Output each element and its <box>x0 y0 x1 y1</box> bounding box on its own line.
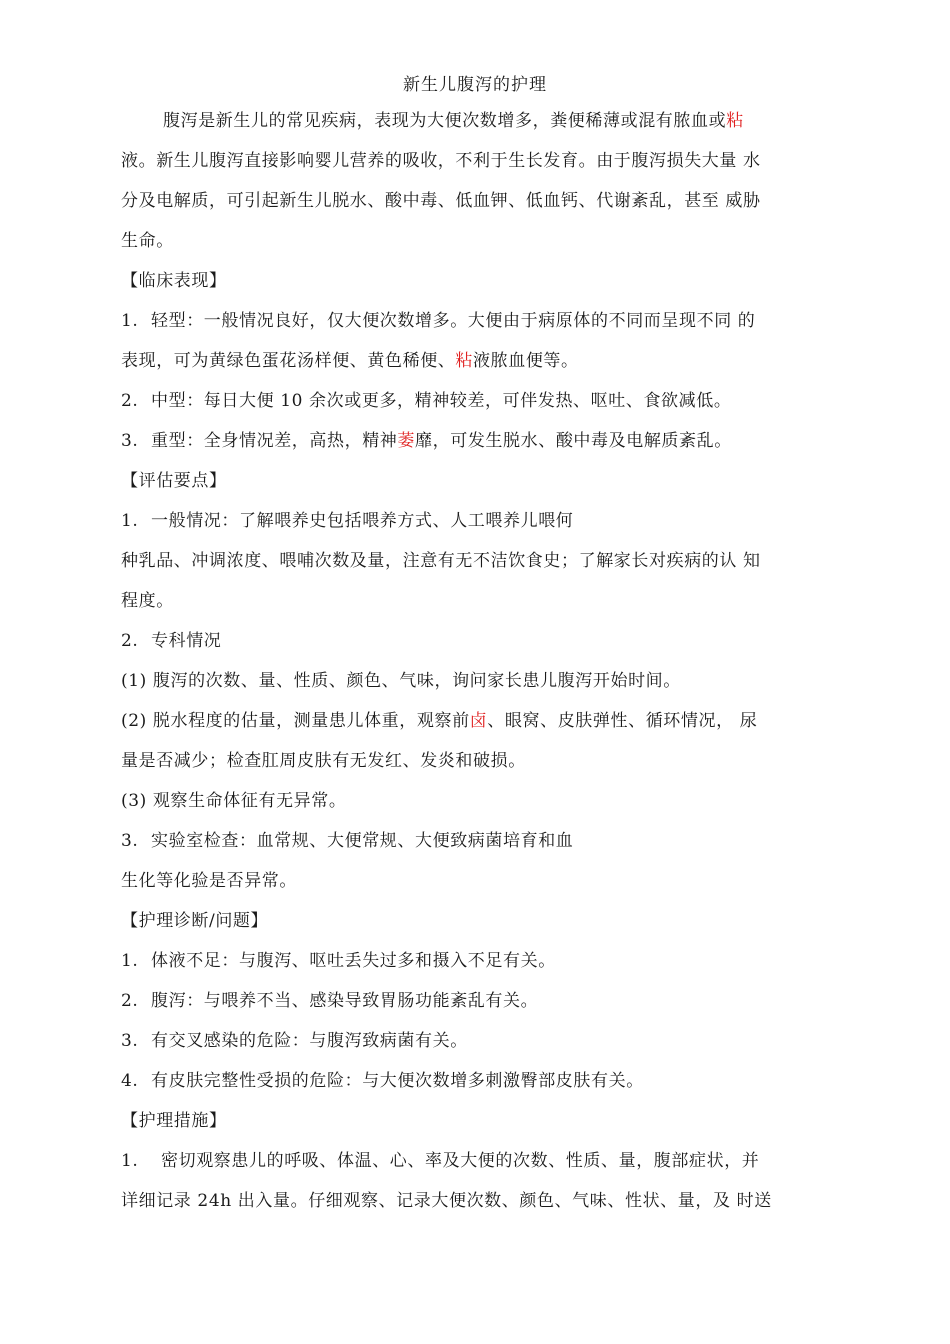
item-text: 腹泻：与喂养不当、感染导致胃肠功能紊乱有关。 <box>151 991 539 1011</box>
highlighted-char: 卤 <box>469 711 488 731</box>
diagnosis-item-2 <box>121 986 538 1011</box>
intro-line-2: 液。新生儿腹泻直接影响婴儿营养的吸收，不利于生长发育。由于腹泻损失大量 水 <box>121 151 761 171</box>
assessment-item-1-cont2: 程度。 <box>121 591 174 611</box>
intro-line-4: 生命。 <box>121 231 174 251</box>
item-text: 有交叉感染的危险：与腹泻致病菌有关。 <box>151 1031 468 1051</box>
clinical-item-1-cont <box>121 346 579 371</box>
measures-item-1-cont: 详细记录 24h 出入量。仔细观察、记录大便次数、颜色、气味、性状、量，及 时送 <box>121 1191 772 1211</box>
assessment-item-3-cont: 生化等化验是否异常。 <box>121 871 297 891</box>
assessment-subitem-2 <box>121 706 757 731</box>
highlighted-char: 萎 <box>397 431 416 451</box>
assessment-item-3 <box>121 826 573 851</box>
item-text: 、眼窝、皮肤弹性、循环情况， 尿 <box>487 711 758 731</box>
section-heading-clinical: 【临床表现】 <box>121 271 227 291</box>
item-number: 3. <box>121 1031 139 1051</box>
assessment-subitem-2-cont: 量是否减少；检查肛周皮肤有无发红、发炎和破损。 <box>121 751 526 771</box>
item-number: 2. <box>121 991 139 1011</box>
item-text: 体液不足：与腹泻、呕吐丢失过多和摄入不足有关。 <box>151 951 556 971</box>
section-heading-diagnosis: 【护理诊断/问题】 <box>121 911 269 931</box>
diagnosis-item-4 <box>121 1066 644 1091</box>
item-number: 2. <box>121 631 139 651</box>
intro-line-1 <box>163 106 744 131</box>
assessment-subitem-1: (1) 腹泻的次数、量、性质、颜色、气味，询问家长患儿腹泻开始时间。 <box>121 671 681 691</box>
item-text: (2) 脱水程度的估量，测量患儿体重，观察前 <box>121 711 470 731</box>
diagnosis-item-1 <box>121 946 556 971</box>
item-text: 实验室检查：血常规、大便常规、大便致病菌培育和血 <box>151 831 574 851</box>
item-number: 1. <box>121 311 139 331</box>
assessment-item-1-cont: 种乳品、冲调浓度、喂哺次数及量，注意有无不洁饮食史；了解家长对疾病的认 知 <box>121 551 761 571</box>
item-number: 3. <box>121 831 139 851</box>
item-text: 密切观察患儿的呼吸、体温、心、率及大便的次数、性质、量，腹部症状，并 <box>161 1151 760 1171</box>
intro-line-3: 分及电解质，可引起新生儿脱水、酸中毒、低血钾、低血钙、代谢紊乱，甚至 威胁 <box>121 191 761 211</box>
item-text: 中型：每日大便 10 余次或更多，精神较差，可伴发热、呕吐、食欲减低。 <box>151 391 732 411</box>
item-number: 1. <box>121 1151 139 1171</box>
measures-item-1 <box>121 1146 759 1171</box>
item-text: 轻型：一般情况良好，仅大便次数增多。大便由于病原体的不同而呈现不同 的 <box>151 311 756 331</box>
clinical-item-1 <box>121 306 755 331</box>
assessment-item-2 <box>121 626 221 651</box>
item-text: 一般情况：了解喂养史包括喂养方式、人工喂养儿喂何 <box>151 511 574 531</box>
item-text: 专科情况 <box>151 631 222 651</box>
item-number: 1. <box>121 951 139 971</box>
document-title: 新生儿腹泻的护理 <box>403 75 547 95</box>
assessment-item-1 <box>121 506 573 531</box>
highlighted-char: 粘 <box>726 111 744 131</box>
item-number: 4. <box>121 1071 139 1091</box>
item-number: 2. <box>121 391 139 411</box>
section-heading-measures: 【护理措施】 <box>121 1111 227 1131</box>
diagnosis-item-3 <box>121 1026 468 1051</box>
item-number: 1. <box>121 511 139 531</box>
item-text: 重型：全身情况差，高热，精神 <box>151 431 398 451</box>
highlighted-char: 粘 <box>455 351 474 371</box>
item-text: 表现，可为黄绿色蛋花汤样便、黄色稀便、 <box>121 351 456 371</box>
intro-text: 腹泻是新生儿的常见疾病，表现为大便次数增多，粪便稀薄或混有脓血或 <box>163 111 727 131</box>
clinical-item-3 <box>121 426 732 451</box>
item-text: 靡，可发生脱水、酸中毒及电解质紊乱。 <box>415 431 732 451</box>
item-text: 液脓血便等。 <box>473 351 579 371</box>
section-heading-assessment: 【评估要点】 <box>121 471 227 491</box>
assessment-subitem-3: (3) 观察生命体征有无异常。 <box>121 791 347 811</box>
clinical-item-2 <box>121 386 731 411</box>
item-text: 有皮肤完整性受损的危险：与大便次数增多刺激臀部皮肤有关。 <box>151 1071 644 1091</box>
item-number: 3. <box>121 431 139 451</box>
